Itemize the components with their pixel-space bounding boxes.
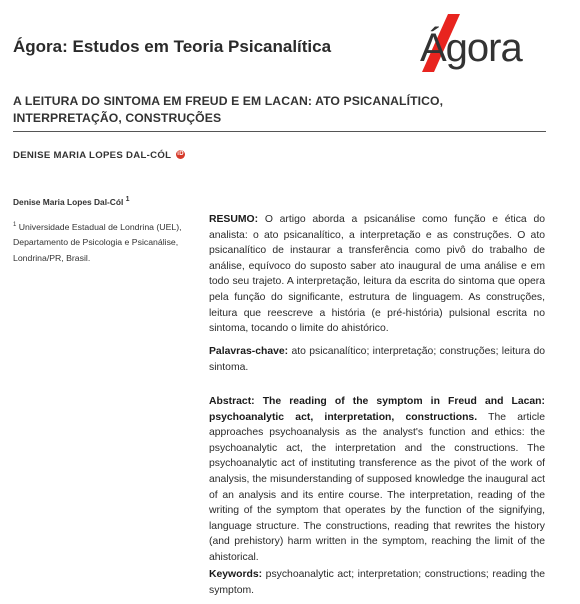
abstract-paragraph: [209, 394, 545, 566]
author-header: [13, 150, 185, 161]
logo-wordmark: Ágora: [420, 26, 522, 70]
affiliation-text: Universidade Estadual de Londrina (UEL), Departamento de Psicologia e Psicanálise, Londrina/PR, Brasil.: [13, 221, 182, 263]
palavras-chave-paragraph: [209, 344, 545, 375]
author-name: [13, 196, 130, 207]
author-name-text: Denise Maria Lopes Dal-Cól: [13, 196, 124, 207]
affiliation: [13, 218, 193, 266]
palavras-chave-label: Palavras-chave:: [209, 346, 289, 357]
title-divider: [13, 131, 546, 132]
abstract-text: The article approaches psychoanalysis as the analyst's function and ethics: the psychoanalytic act, the interpretation and the constructions. The psychoanalytic act of instituting transference as the pivot of the work of analysis, the misunderstanding of supposed knowledge the inaugural act of an analysis and its entire course. The interpretation, reading of the writing of the symptom that operates by the function of the signifying, language structure. The constructions, reading that rewrites the history (and prehistory) harm written in the symptom, reaching the limit of the ahistorical.: [209, 411, 545, 563]
resumo-label: RESUMO:: [209, 214, 259, 225]
author-header-name: DENISE MARIA LOPES DAL-CÓL: [13, 150, 172, 161]
resumo-text: O artigo aborda a psicanálise como função e ética do analista: o ato psicanalítico, a interpretação e as construções. O ato psicanalítico de instaurar a transferência como pivô do trabalho de análise, equívoco do suposto saber ato inaugural de uma análise e em todo seu trajeto. A interpretação, leitura da escrita do sintoma que opera pela função do significante, estrutura de linguagem. As construções, leitura que reescreve a história (e pré-história) pulsional escrita no sintoma, tocando o limite do ahistórico.: [209, 214, 546, 335]
keywords-paragraph: [209, 567, 545, 598]
keywords-text: psychoanalytic act; interpretation; constructions; reading the symptom.: [209, 569, 545, 596]
orcid-icon[interactable]: iD: [177, 151, 184, 157]
article-title: A LEITURA DO SINTOMA EM FREUD E EM LACAN: ATO PSICANALÍTICO, INTERPRETAÇÃO, CONSTRUÇÕES: [13, 94, 444, 125]
affiliation-sup: 1: [13, 222, 17, 228]
palavras-chave-text: ato psicanalítico; interpretação; construções; leitura do sintoma.: [209, 346, 545, 373]
journal-title: Ágora: Estudos em Teoria Psicanalítica: [13, 37, 332, 56]
journal-logo: [408, 12, 528, 74]
resumo-paragraph: [209, 212, 545, 337]
author-sup: 1: [125, 196, 130, 203]
abstract-label: Abstract: The reading of the symptom in Freud and Lacan: psychoanalytic act, interpretation, constructions.: [209, 396, 545, 423]
keywords-label: Keywords:: [209, 569, 263, 580]
